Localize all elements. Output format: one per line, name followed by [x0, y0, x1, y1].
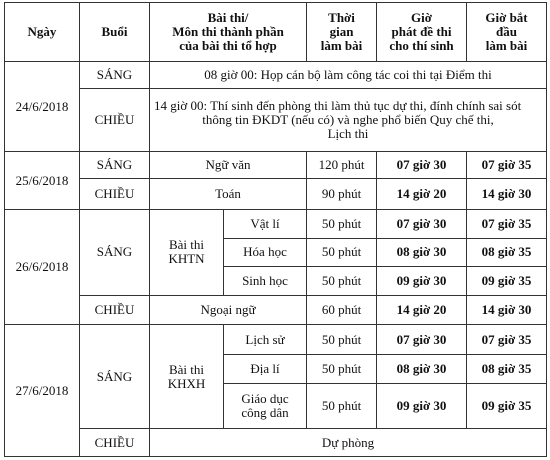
- header-row: [5, 3, 547, 62]
- exam-group-line: Bài thi: [168, 361, 205, 377]
- session-cell: SÁNG: [80, 210, 150, 296]
- start-time-cell: 09 giờ 35: [467, 267, 547, 296]
- duration-cell: 50 phút: [307, 267, 377, 296]
- issue-time-cell: 07 giờ 30: [377, 210, 467, 239]
- header-issue-time: [377, 3, 467, 62]
- exam-group-line: KHTN: [168, 251, 205, 267]
- exam-group-line: Bài thi: [168, 237, 205, 253]
- subject-cell: [224, 384, 307, 429]
- issue-time-cell: 07 giờ 30: [377, 325, 467, 355]
- session-cell: CHIỀU: [80, 295, 150, 325]
- header-start-line2: đầu: [496, 24, 517, 40]
- start-time-cell: 07 giờ 35: [467, 325, 547, 355]
- start-time-cell: 09 giờ 35: [467, 384, 547, 429]
- table-row: [5, 88, 547, 151]
- issue-time-cell: 09 giờ 30: [377, 384, 467, 429]
- session-cell: SÁNG: [80, 62, 150, 89]
- session-cell: CHIỀU: [80, 179, 150, 210]
- header-issue-line3: cho thí sinh: [389, 38, 454, 54]
- duration-cell: 50 phút: [307, 210, 377, 239]
- header-session: Buổi: [80, 3, 150, 62]
- start-time-cell: 08 giờ 35: [467, 238, 547, 267]
- issue-time-cell: 14 giờ 20: [377, 179, 467, 210]
- note-line: Lịch thi: [327, 125, 369, 141]
- session-cell: CHIỀU: [80, 429, 150, 457]
- date-cell: 27/6/2018: [5, 325, 80, 457]
- issue-time-cell: 08 giờ 30: [377, 238, 467, 267]
- start-time-cell: 14 giờ 30: [467, 295, 547, 325]
- start-time-cell: 07 giờ 35: [467, 151, 547, 179]
- header-subject-line2: Môn thi thành phần: [172, 24, 284, 40]
- issue-time-cell: 08 giờ 30: [377, 354, 467, 384]
- issue-time-cell: 09 giờ 30: [377, 267, 467, 296]
- header-duration-line3: làm bài: [320, 38, 363, 54]
- schedule-note: [150, 88, 547, 151]
- session-cell: SÁNG: [80, 325, 150, 429]
- subject-cell: Lịch sử: [224, 325, 307, 355]
- table-row: [5, 429, 547, 457]
- header-duration-line2: gian: [329, 24, 354, 40]
- duration-cell: 50 phút: [307, 325, 377, 355]
- duration-cell: 90 phút: [307, 179, 377, 210]
- date-cell: 25/6/2018: [5, 151, 80, 209]
- duration-cell: 50 phút: [307, 384, 377, 429]
- exam-schedule-table: [4, 2, 547, 457]
- session-cell: SÁNG: [80, 151, 150, 179]
- header-duration-line1: Thời: [328, 10, 355, 26]
- subject-line: Giáo dục: [241, 391, 289, 407]
- header-duration: [307, 3, 377, 62]
- schedule-note: 08 giờ 00: Họp cán bộ làm công tác coi thi tại Điểm thi: [150, 62, 547, 89]
- table-row: [5, 210, 547, 239]
- header-start-time: [467, 3, 547, 62]
- header-date: Ngày: [5, 3, 80, 62]
- header-subject-line3: của bài thi tổ hợp: [179, 38, 277, 54]
- issue-time-cell: 07 giờ 30: [377, 151, 467, 179]
- issue-time-cell: 14 giờ 20: [377, 295, 467, 325]
- subject-cell: Vật lí: [224, 210, 307, 239]
- header-start-line1: Giờ bắt: [485, 10, 528, 26]
- header-subject-line1: Bài thi/: [207, 10, 249, 26]
- subject-cell: Hóa học: [224, 238, 307, 267]
- table-row: [5, 151, 547, 179]
- header-subject: [150, 3, 307, 62]
- subject-cell: Sinh học: [224, 267, 307, 296]
- start-time-cell: 14 giờ 30: [467, 179, 547, 210]
- session-cell: CHIỀU: [80, 88, 150, 151]
- header-issue-line2: phát đề thi: [391, 24, 452, 40]
- subject-cell: Ngoại ngữ: [150, 295, 307, 325]
- header-issue-line1: Giờ: [411, 10, 432, 26]
- duration-cell: 50 phút: [307, 238, 377, 267]
- start-time-cell: 07 giờ 35: [467, 210, 547, 239]
- subject-line: công dân: [241, 405, 289, 421]
- table-row: [5, 295, 547, 325]
- duration-cell: 50 phút: [307, 354, 377, 384]
- table-row: [5, 179, 547, 210]
- subject-cell: Ngữ văn: [150, 151, 307, 179]
- table-row: [5, 325, 547, 355]
- schedule-note: Dự phòng: [150, 429, 547, 457]
- note-line: 14 giờ 00: Thí sinh đến phòng thi làm thủ tục dự thi, đính chính sai sót: [154, 97, 522, 113]
- header-start-line3: làm bài: [485, 38, 528, 54]
- exam-group-cell: [150, 325, 224, 429]
- date-cell: 24/6/2018: [5, 62, 80, 152]
- exam-group-line: KHXH: [167, 375, 206, 391]
- table-row: [5, 62, 547, 89]
- date-cell: 26/6/2018: [5, 210, 80, 325]
- duration-cell: 60 phút: [307, 295, 377, 325]
- exam-group-cell: [150, 210, 224, 296]
- subject-cell: Địa lí: [224, 354, 307, 384]
- subject-cell: Toán: [150, 179, 307, 210]
- duration-cell: 120 phút: [307, 151, 377, 179]
- start-time-cell: 08 giờ 35: [467, 354, 547, 384]
- note-line: thông tin ĐKDT (nếu có) và nghe phổ biến Quy chế thi,: [202, 111, 494, 127]
